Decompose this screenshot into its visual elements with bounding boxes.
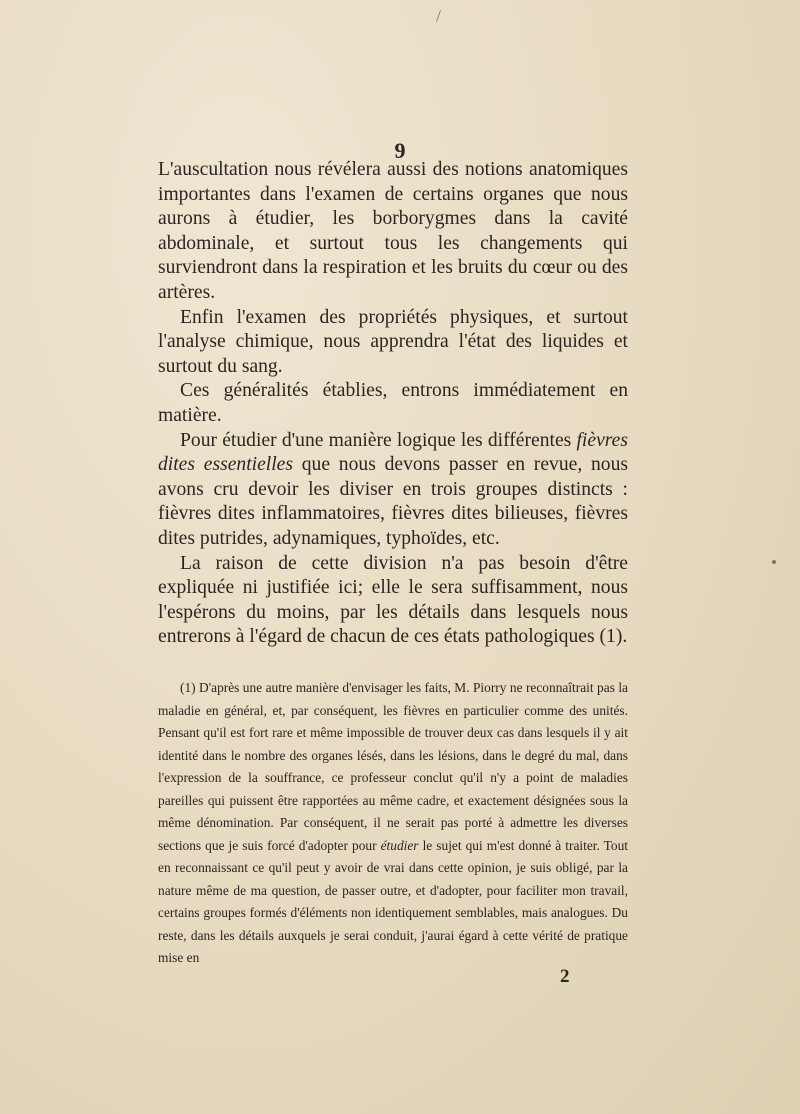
scan-mark-right (772, 560, 776, 564)
paragraph: L'auscultation nous révélera aussi des notions anatomiques importantes dans l'examen de certains organes que nous aurons à étudier, les borborygmes dans la cavité abdominale, et surtout tous les changements qui surviendront dans la respiration et les bruits du cœur ou des artères. (158, 159, 628, 303)
paragraph-text: que nous devons passer en revue, nous avons cru devoir les diviser en trois groupes distincts : fièvres dites inflammatoires, fièvres dites bilieuses, fièvres dites putrides, adynamiques, typhoïdes, etc. (158, 454, 628, 549)
paragraph: Ces généralités établies, entrons immédiatement en matière. (158, 380, 628, 426)
footnote (158, 677, 628, 970)
body-text (158, 158, 628, 650)
italic-term: fièvres dites essentielles (158, 429, 628, 476)
paragraph: Enfin l'examen des propriétés physiques, et surtout l'analyse chimique, nous apprendra l'état des liquides et surtout du sang. (158, 306, 628, 377)
paragraph (158, 429, 628, 552)
footnote-text (158, 677, 628, 970)
paragraph-text: Pour étudier d'une manière logique les différentes (180, 429, 577, 451)
footnote-text-part: le sujet qui m'est donné à traiter. Tout en reconnaissant ce qu'il peut y avoir de vrai dans cette opinion, je suis obligé, par la nature même de ma question, de passer outre, et d'adopter, pour faciliter mon travail, certains groupes formés d'éléments non identiquement semblables, mais analogues. Du reste, dans les détails auxquels je serai conduit, j'aurai égard à cette vérité de pratique mise en (158, 837, 629, 965)
signature-mark: 2 (560, 966, 570, 987)
footnote-italic: étudier (380, 837, 419, 853)
scan-mark-top (436, 10, 441, 22)
footnote-text-part: (1) D'après une autre manière d'envisager les faits, M. Piorry ne reconnaîtrait pas la maladie en général, et, par conséquent, les fièvres en particulier comme des unités. Pensant qu'il est fort rare et même impossible de trouver deux cas dans lesquels il y ait identité dans le nombre des organes lésés, dans les lésions, dans le degré du mal, dans l'expression de la souffrance, ce professeur conclut qu'il n'y a point de maladies pareilles qui puissent être rapportées au même cadre, et exactement désignées sous la même dénomination. Par conséquent, il ne serait pas porté à admettre les diverses sections que je suis forcé d'adopter pour (158, 680, 628, 853)
paragraph: La raison de cette division n'a pas besoin d'être expliquée ni justifiée ici; elle le sera suffisamment, nous l'espérons du moins, par les détails dans lesquels nous entrerons à l'égard de chacun de ces états pathologiques (1). (158, 552, 628, 648)
page-number: 9 (394, 138, 406, 163)
